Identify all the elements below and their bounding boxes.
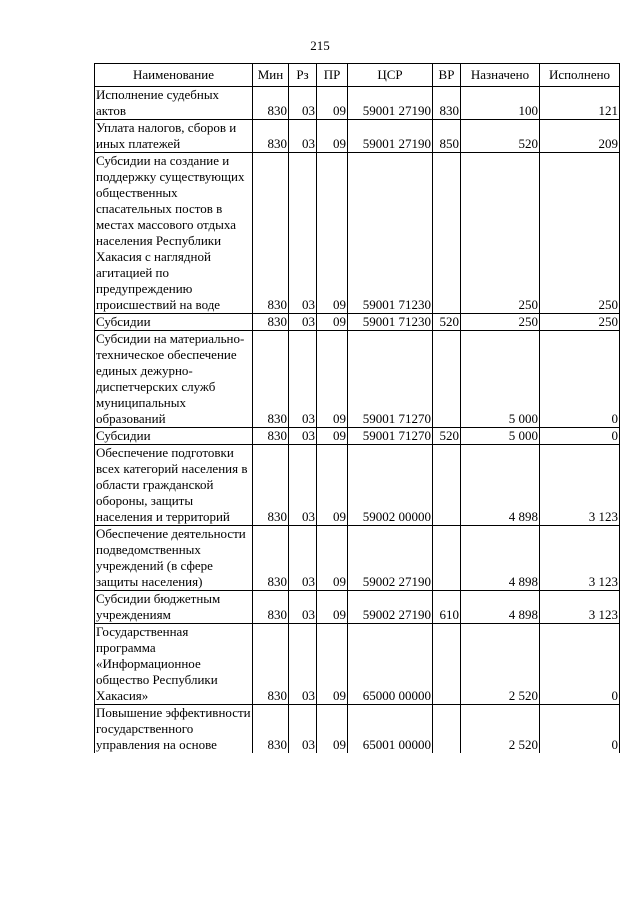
table-row [95,120,620,153]
row-min: 830 [253,624,289,705]
row-vr [433,526,461,591]
row-name: Субсидии [95,314,253,331]
row-vr: 830 [433,87,461,120]
row-assigned: 5 000 [461,331,540,428]
table-row [95,331,620,428]
row-min: 830 [253,526,289,591]
row-name: Государственная программа «Информационное общество Республики Хакасия» [95,624,253,705]
row-min: 830 [253,314,289,331]
row-rz: 03 [289,445,317,526]
row-name: Уплата налогов, сборов и иных платежей [95,120,253,153]
row-csr: 59002 27190 [348,526,433,591]
header-name: Наименование [95,64,253,87]
row-csr: 65000 00000 [348,624,433,705]
row-assigned: 5 000 [461,428,540,445]
row-assigned: 250 [461,153,540,314]
row-executed: 3 123 [540,591,620,624]
row-executed: 3 123 [540,445,620,526]
row-assigned: 2 520 [461,705,540,754]
row-min: 830 [253,120,289,153]
row-executed: 0 [540,705,620,754]
table-row [95,526,620,591]
row-assigned: 4 898 [461,591,540,624]
row-rz: 03 [289,526,317,591]
row-pr: 09 [317,705,348,754]
row-min: 830 [253,87,289,120]
header-min: Мин [253,64,289,87]
row-min: 830 [253,331,289,428]
row-csr: 65001 00000 [348,705,433,754]
row-executed: 250 [540,314,620,331]
row-rz: 03 [289,705,317,754]
row-name: Субсидии на создание и поддержку существующих общественных спасательных постов в местах массового отдыха населения Республики Хакасия с наглядной агитацией по предупреждению происшествий на воде [95,153,253,314]
header-csr: ЦСР [348,64,433,87]
row-rz: 03 [289,331,317,428]
row-csr: 59001 71270 [348,428,433,445]
row-name: Субсидии на материально-техническое обеспечение единых дежурно-диспетчерских служб муниципальных образований [95,331,253,428]
row-vr [433,331,461,428]
row-csr: 59002 00000 [348,445,433,526]
table-row [95,705,620,754]
row-rz: 03 [289,120,317,153]
row-vr: 520 [433,428,461,445]
row-pr: 09 [317,120,348,153]
row-csr: 59001 27190 [348,120,433,153]
row-pr: 09 [317,591,348,624]
table-row [95,153,620,314]
row-executed: 121 [540,87,620,120]
row-rz: 03 [289,314,317,331]
row-vr [433,705,461,754]
header-executed: Исполнено [540,64,620,87]
row-min: 830 [253,428,289,445]
row-executed: 209 [540,120,620,153]
budget-table [94,63,620,753]
row-csr: 59001 71230 [348,314,433,331]
row-name: Исполнение судебных актов [95,87,253,120]
row-executed: 0 [540,331,620,428]
table-row [95,445,620,526]
row-pr: 09 [317,445,348,526]
row-vr: 850 [433,120,461,153]
row-rz: 03 [289,428,317,445]
row-pr: 09 [317,526,348,591]
row-name: Субсидии [95,428,253,445]
row-csr: 59002 27190 [348,591,433,624]
row-vr [433,445,461,526]
row-vr: 610 [433,591,461,624]
row-vr: 520 [433,314,461,331]
row-csr: 59001 71230 [348,153,433,314]
row-assigned: 2 520 [461,624,540,705]
row-name: Обеспечение подготовки всех категорий населения в области гражданской обороны, защиты населения и территорий [95,445,253,526]
row-min: 830 [253,591,289,624]
row-assigned: 520 [461,120,540,153]
row-pr: 09 [317,87,348,120]
row-pr: 09 [317,331,348,428]
table-row [95,87,620,120]
row-pr: 09 [317,314,348,331]
row-min: 830 [253,445,289,526]
row-executed: 3 123 [540,526,620,591]
row-name: Повышение эффективности государственного управления на основе [96,705,251,752]
table-row [95,591,620,624]
header-rz: Рз [289,64,317,87]
row-pr: 09 [317,428,348,445]
row-rz: 03 [289,153,317,314]
row-assigned: 250 [461,314,540,331]
row-vr [433,153,461,314]
row-rz: 03 [289,591,317,624]
header-vr: ВР [433,64,461,87]
row-executed: 250 [540,153,620,314]
table-header-row [95,64,620,87]
page-number: 215 [310,38,330,53]
row-pr: 09 [317,624,348,705]
row-rz: 03 [289,87,317,120]
row-csr: 59001 71270 [348,331,433,428]
row-assigned: 100 [461,87,540,120]
table-row [95,428,620,445]
row-vr [433,624,461,705]
row-min: 830 [253,705,289,754]
table-row [95,624,620,705]
row-executed: 0 [540,624,620,705]
row-min: 830 [253,153,289,314]
row-name: Обеспечение деятельности подведомственных учреждений (в сфере защиты населения) [95,526,253,591]
row-csr: 59001 27190 [348,87,433,120]
table-row [95,314,620,331]
row-pr: 09 [317,153,348,314]
row-assigned: 4 898 [461,445,540,526]
header-pr: ПР [317,64,348,87]
row-name: Субсидии бюджетным учреждениям [95,591,253,624]
row-rz: 03 [289,624,317,705]
row-executed: 0 [540,428,620,445]
row-assigned: 4 898 [461,526,540,591]
header-assigned: Назначено [461,64,540,87]
